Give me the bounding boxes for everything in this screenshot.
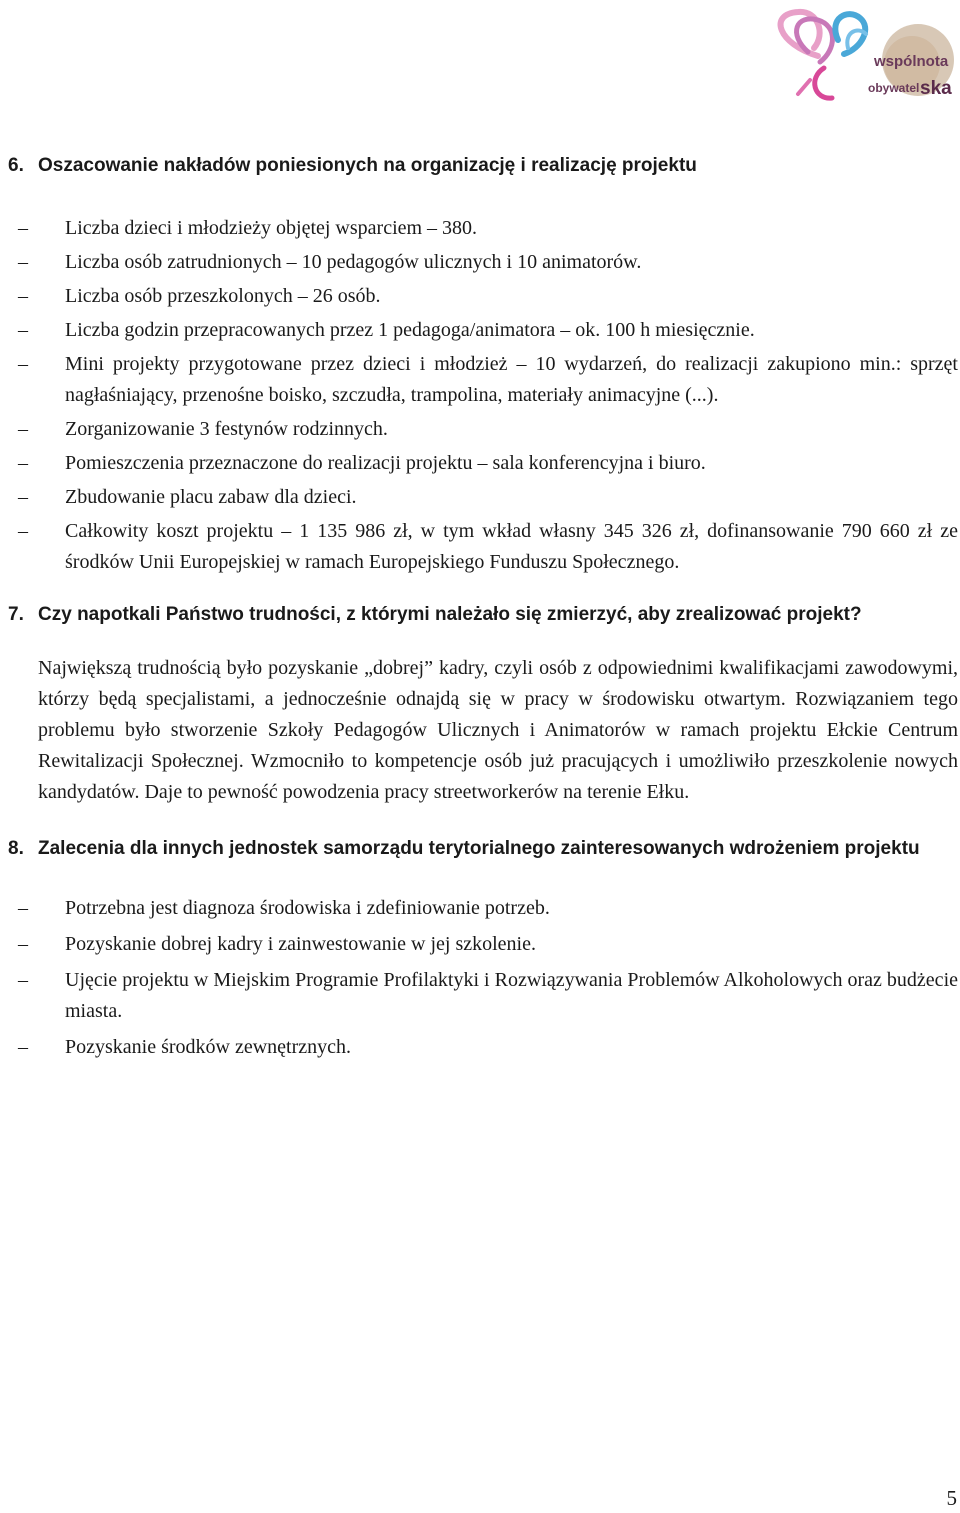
list-item: – Całkowity koszt projektu – 1 135 986 zł, w tym wkład własny 345 326 zł, dofinansowanie 790 660 zł ze środków Unii Europejskiej w ramach Europejskiego Funduszu Społecznego.: [18, 520, 958, 573]
list-item: – Ujęcie projektu w Miejskim Programie Profilaktyki i Rozwiązywania Problemów Alkoholowych oraz budżecie miasta.: [18, 969, 958, 1022]
section-8-list: [8, 893, 958, 1063]
list-item: – Pomieszczenia przeznaczone do realizacji projektu – sala konferencyjna i biuro.: [18, 452, 706, 474]
list-item: – Pozyskanie dobrej kadry i zainwestowanie w jej szkolenie.: [18, 933, 536, 955]
list-item: – Zbudowanie placu zabaw dla dzieci.: [18, 486, 357, 508]
section-6-list: [8, 213, 958, 578]
logo-text-line2: obywatel: [868, 81, 920, 95]
section-7-paragraph: Największą trudnością było pozyskanie „dobrej” kadry, czyli osób z odpowiednimi kwalifikacjami zawodowymi, którzy będą specjalistami, a jednocześnie odnajdą się w pracy w środowisku otwartym. Rozwiązaniem tego problemu było stworzenie Szkoły Pedagogów Ulicznych i Animatorów w ramach projektu Ełckie Centrum Rewitalizacji Społecznej. Wzmocniło to kompetencje osób już pracujących i umożliwiło przeszkolenie nowych kandydatów. Daje to pewność powodzenia pracy streetworkerów na terenie Ełku.: [38, 657, 958, 803]
section-heading-7: 7. Czy napotkali Państwo trudności, z którymi należało się zmierzyć, aby zrealizować projekt?: [8, 604, 862, 625]
section-heading-8: 8. Zalecenia dla innych jednostek samorządu terytorialnego zainteresowanych wdrożeniem projektu: [8, 838, 920, 859]
wspolnota-obywatelska-logo: [748, 4, 960, 108]
list-item: – Liczba osób przeszkolonych – 26 osób.: [18, 285, 381, 307]
list-item: – Liczba osób zatrudnionych – 10 pedagogów ulicznych i 10 animatorów.: [18, 251, 642, 273]
list-item: – Potrzebna jest diagnoza środowiska i zdefiniowanie potrzeb.: [18, 897, 550, 919]
logo-text-line3: ska: [920, 78, 952, 99]
logo-text-line1: wspólnota: [874, 53, 949, 70]
list-item: – Zorganizowanie 3 festynów rodzinnych.: [18, 418, 388, 440]
list-item: – Mini projekty przygotowane przez dzieci i młodzież – 10 wydarzeń, do realizacji zakupiono min.: sprzęt nagłaśniający, przenośne boisko, szczudła, trampolina, materiały animacyjne (...).: [18, 353, 958, 406]
document-content: [8, 150, 958, 1063]
list-item: – Liczba godzin przepracowanych przez 1 pedagoga/animatora – ok. 100 h miesięcznie.: [18, 319, 755, 341]
section-heading-6: 6. Oszacowanie nakładów poniesionych na organizację i realizację projektu: [8, 155, 697, 176]
list-item: – Pozyskanie środków zewnętrznych.: [18, 1036, 352, 1058]
page-number: 5: [946, 1486, 957, 1510]
list-item: – Liczba dzieci i młodzieży objętej wsparciem – 380.: [18, 217, 478, 239]
